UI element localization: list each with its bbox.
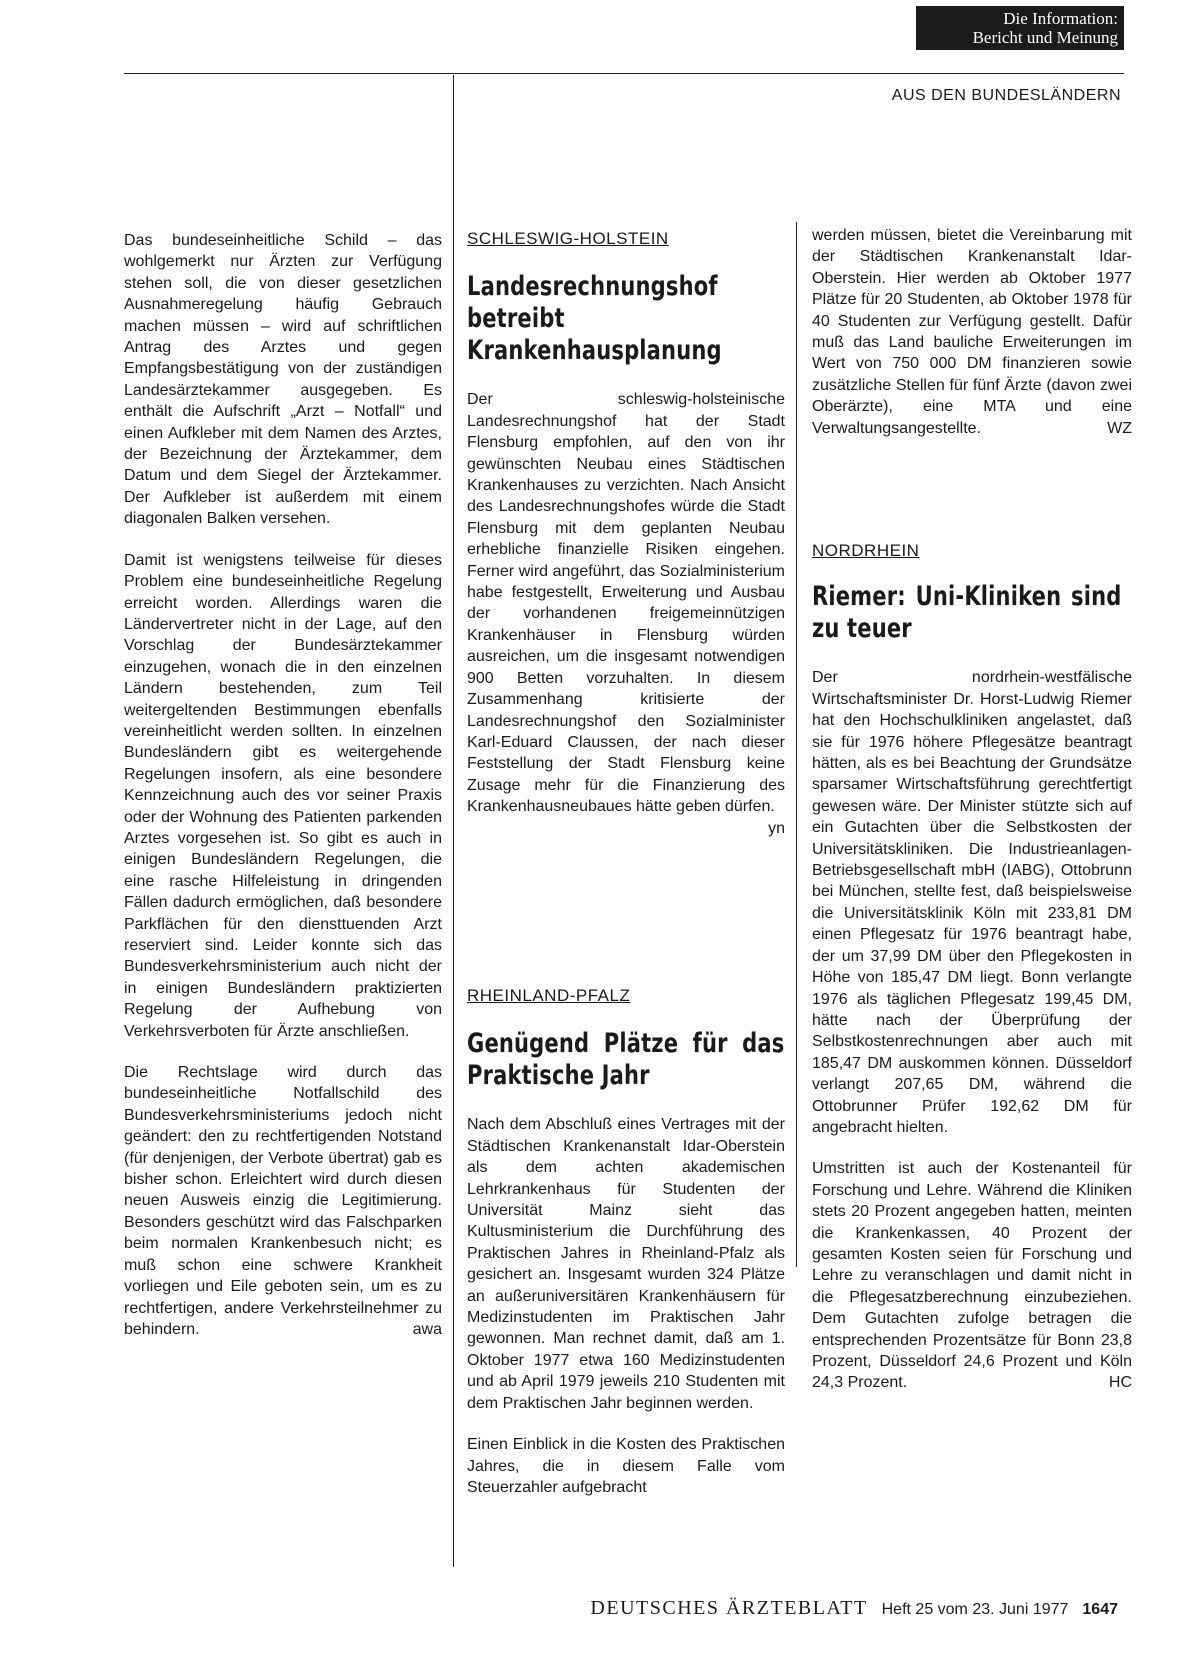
- issue-info: Heft 25 vom 23. Juni 1977: [881, 1601, 1069, 1618]
- col1-paragraph-3: Die Rechtslage wird durch das bundeseinheitliche Notfallschild des Bundesverkehrsministeriums jedoch nicht geändert: den zu rechtfertigenden Notstand (für denjenigen, der Verbote übertrat) gab es bisher schon. Erleichtert wird durch diesen neuen Ausweis einzig die Legitimierung. Besonders geschützt wird das Falschparken beim normalen Krankenbesuch nicht; es muß schon eine schwere Krankheit vorliegen und Eile geboten sein, um es zu rechtfertigen, andere Verkehrsteilnehmer zu behindern. awa: [124, 1062, 442, 1340]
- article-paragraph-2: Umstritten ist auch der Kostenanteil für Forschung und Lehre. Während die Kliniken stets 20 Prozent angegeben hatten, meinten die Krankenkassen, 40 Prozent der gesamten Kosten seien für Forschung und Lehre zu veranschlagen und damit nicht in die Pflegesatzberechnung einzubeziehen. Dem Gutachten zufolge betragen die entsprechenden Prozentsätze für Bonn 23,8 Prozent, Düsseldorf 24,6 Prozent und Köln 24,3 Prozent. HC: [812, 1158, 1132, 1393]
- section-label: AUS DEN BUNDESLÄNDERN: [891, 87, 1121, 104]
- page-number: 1647: [1082, 1601, 1118, 1618]
- article-paragraph-1: Nach dem Abschluß eines Vertrages mit der Städtischen Krankenanstalt Idar-Oberstein als dem achten akademischen Lehrkrankenhaus für Studenten der Universität Mainz sieht das Kultusministerium die Durchführung des Praktischen Jahres in Rheinland-Pfalz als gesichert an. Insgesamt wurden 324 Plätze an außeruniversitären Krankenhäusern für Medizinstudenten im Praktischen Jahr gewonnen. Man rechnet damit, daß am 1. Oktober 1977 etwa 160 Medizinstudenten und ab April 1979 jeweils 210 Studenten mit dem Praktischen Jahr beginnen werden.: [467, 1116, 785, 1412]
- article-rheinland-pfalz: [467, 985, 785, 1498]
- magazine-name: DEUTSCHES ÄRZTEBLATT: [590, 1597, 868, 1619]
- article-signature: yn: [768, 819, 785, 837]
- col1-signature: awa: [412, 1320, 442, 1338]
- column-3-continuation: [812, 225, 1132, 439]
- article-headline: Riemer: Uni-Kliniken sind zu teuer: [812, 581, 1122, 645]
- article-headline: Genügend Plätze für das Praktische Jahr: [467, 1028, 785, 1092]
- region-label: RHEINLAND-PFALZ: [467, 986, 631, 1005]
- article-headline: Landesrechnungshof betreibt Krankenhausplanung: [467, 271, 722, 367]
- article-nordrhein: [812, 540, 1132, 1394]
- article-paragraph-1: Der nordrhein-westfälische Wirtschaftsminister Dr. Horst-Ludwig Riemer hat den Hochschulkliniken angelastet, daß sie für 1976 höhere Pflegesätze beantragt hätten, als es bei Beachtung der Grundsätze sparsamer Wirtschaftsführung gerechtfertigt gewesen wäre. Der Minister stützte sich auf ein Gutachten über die Selbstkosten der Universitätskliniken. Die Industrieanlagen-Betriebsgesellschaft mbH (IABG), Ottobrunn bei München, stellte fest, daß beispielsweise die Universitätsklinik Köln mit 233,81 DM einen Pflegesatz für 1976 beantragt habe, der um 37,99 DM über den Pflegekosten in Höhe von 185,47 DM liegt. Bonn verlangte 1976 als täglichen Pflegesatz 199,45 DM, hätte nach der Überprüfung der Selbstkostenrechnungen aber auch mit 185,47 DM auskommen können. Düsseldorf verlangt 207,65 DM, während die Ottobrunner Prüfer 192,62 DM für angebracht hielten.: [812, 669, 1132, 1136]
- article-paragraph-2: Einen Einblick in die Kosten des Praktischen Jahres, die in diesem Falle vom Steuerzahler aufgebracht: [467, 1436, 785, 1496]
- col3-signature: WZ: [1107, 419, 1132, 437]
- header-rule: [124, 73, 1124, 74]
- badge-line-2: Bericht und Meinung: [972, 28, 1118, 47]
- column-rule-2: [796, 222, 797, 1267]
- col1-paragraph-1: Das bundeseinheitliche Schild – das wohlgemerkt nur Ärzten zur Verfügung stehen soll, die von dieser gesetzlichen Ausnahmeregelung häufig Gebrauch machen müssen – wird auf schriftlichen Antrag des Arztes und gegen Empfangsbestätigung von der zuständigen Landesärztekammer ausgegeben. Es enthält die Aufschrift „Arzt – Notfall“ und einen Aufkleber mit dem Namen des Arztes, der Bezeichnung der Ärztekammer, dem Datum und dem Siegel der Ärztekammer. Der Aufkleber ist außerdem mit einem diagonalen Balken versehen.: [124, 232, 442, 528]
- badge-line-1: Die Information:: [1003, 9, 1118, 28]
- page-footer: [590, 1597, 1118, 1620]
- region-label: NORDRHEIN: [812, 541, 920, 560]
- article-signature: HC: [1108, 1374, 1132, 1392]
- article-schleswig-holstein: [467, 228, 785, 839]
- col1-paragraph-2: Damit ist wenigstens teilweise für dieses Problem eine bundeseinheitliche Regelung erreicht worden. Allerdings waren die Ländervertreter nicht in der Lage, auf den Vorschlag der Bundesärztekammer einzugehen, wonach die in den einzelnen Ländern bestehenden, zum Teil weitergeltenden Bestimmungen ebenfalls vereinheitlicht werden sollten. In einzelnen Bundesländern gibt es weitergehende Regelungen insofern, als eine besondere Kennzeichnung auch des vor seiner Praxis oder der Wohnung des Patienten parkenden Arztes vorgesehen ist. So gibt es auch in einigen Bundesländern Regelungen, die eine rasche Hilfeleistung in dringenden Fällen dadurch ermöglichen, daß besondere Parkflächen für den diensttuenden Arzt reserviert sind. Leider konnte sich das Bundesverkehrsministerium auch nicht der in einigen Bundesländern praktizierten Regelung der Aufhebung von Verkehrsverboten für Ärzte anschließen.: [124, 551, 442, 1040]
- section-badge: [916, 6, 1124, 50]
- region-label: SCHLESWIG-HOLSTEIN: [467, 229, 669, 248]
- column-rule-1: [453, 75, 454, 1567]
- article-body: Der schleswig-holsteinische Landesrechnungshof hat der Stadt Flensburg empfohlen, auf den von ihr gewünschten Neubau eines Städtischen Krankenhauses zu verzichten. Nach Ansicht des Landesrechnungshofes würde die Stadt Flensburg mit dem geplanten Neubau erhebliche finanzielle Risiken eingehen. Ferner wird angeführt, das Sozialministerium habe festgestellt, Erweiterung und Ausbau der vorhandenen freigemeinnützigen Krankenhäuser in Flensburg würden ausreichen, um die insgesamt notwendigen 900 Betten vorzuhalten. In diesem Zusammenhang kritisierte der Landesrechnungshof den Sozialminister Karl-Eduard Claussen, der nach dieser Feststellung der Stadt Flensburg keine Zusage mehr für die Finanzierung des Krankenhausneubaues hätte geben dürfen. yn: [467, 389, 785, 817]
- column-1: [124, 230, 442, 1340]
- col3-paragraph-1: werden müssen, bietet die Vereinbarung mit der Städtischen Krankenanstalt Idar-Oberstein. Hier werden ab Oktober 1977 Plätze für 20 Studenten, ab Oktober 1978 für 40 Studenten zur Verfügung gestellt. Dafür muß das Land bauliche Erweiterungen im Wert von 750 000 DM finanzieren sowie zusätzliche Stellen für fünf Ärzte (davon zwei Oberärzte), eine MTA und eine Verwaltungsangestellte. WZ: [812, 225, 1132, 439]
